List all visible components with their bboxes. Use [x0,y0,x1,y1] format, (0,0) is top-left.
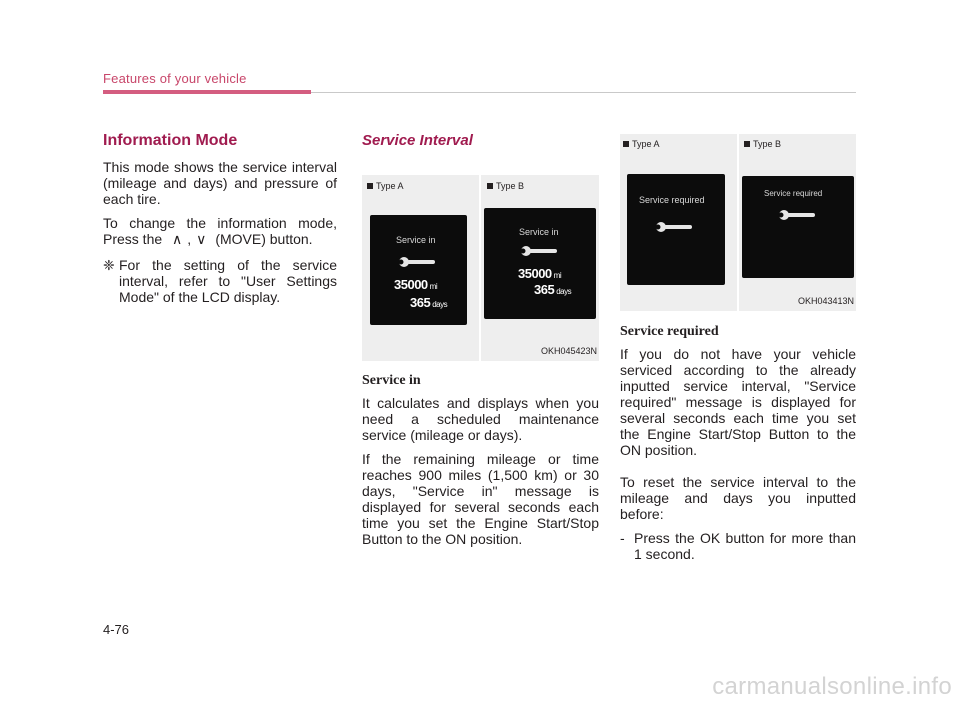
note-icon: ❈ [103,257,115,273]
wrench-icon [520,244,560,258]
figure-type-b-label: Type B [744,136,781,152]
service-required-paragraph-2: To reset the service interval to the mileage and days you inputted before: [620,474,856,522]
square-bullet-icon [367,183,373,189]
wrench-icon [398,255,438,269]
square-bullet-icon [623,141,629,147]
watermark-text: carmanualsonline.info [712,673,952,700]
header-accent-bar [103,90,311,94]
square-bullet-icon [744,141,750,147]
display-screen-type-b [484,208,596,319]
days-readout: 365 days [410,295,448,310]
service-in-figure [362,175,599,361]
figure-code: OKH045423N [540,346,597,356]
service-interval-heading: Service Interval [362,132,473,149]
figure-type-b-label: Type B [487,178,524,194]
move-button-text: (MOVE) button. [215,231,313,247]
mileage-readout: 35000 mi [518,266,562,281]
screen-title-text: Service required [639,195,705,205]
note-text: For the setting of the service interval, refer to "User Settings Mode" of the LCD display. [119,257,337,305]
days-readout: 365 days [534,282,572,297]
display-screen-type-a [370,215,467,325]
figure-divider [737,134,739,311]
service-required-figure [620,134,856,311]
page-number: 4-76 [103,622,130,637]
service-required-heading: Service required [620,324,719,339]
screen-title-text: Service required [764,189,823,198]
service-required-paragraph-1: If you do not have your vehicle serviced according to the already inputted service interval, "Service required" message is displayed for several seconds each time you set the Engine Start/Stop Button to the ON position. [620,346,856,458]
dash-bullet: - [620,530,625,546]
service-in-heading: Service in [362,373,421,388]
up-arrow-icon: ∧ [172,231,183,247]
wrench-icon [778,208,818,222]
figure-type-a-label: Type A [623,136,660,152]
service-in-paragraph-1: It calculates and displays when you need a scheduled maintenance service (mileage or days). [362,395,599,443]
wrench-icon [655,220,695,234]
screen-title-text: Service in [396,235,436,245]
header-rule [311,92,856,93]
reset-step-item [620,530,856,562]
column-service-required [620,134,856,570]
service-in-paragraph-2: If the remaining mileage or time reaches 900 miles (1,500 km) or 30 days, "Service in" message is displayed for several seconds each time you set the Engine Start/Stop Button to the ON position. [362,451,599,547]
reset-step-text: Press the OK button for more than 1 second. [634,530,856,562]
symbol-comma: , [187,231,192,247]
information-mode-heading: Information Mode [103,132,238,149]
change-mode-paragraph [103,215,337,247]
display-screen-type-b [742,176,854,278]
service-setting-note [103,257,337,305]
mileage-readout: 35000 mi [394,277,438,292]
information-mode-paragraph: This mode shows the service interval (mileage and days) and pressure of each tire. [103,159,337,207]
column-information-mode [103,132,337,313]
figure-type-a-label: Type A [367,178,404,194]
screen-title-text: Service in [519,227,559,237]
figure-divider [479,175,481,361]
column-service-interval [362,132,599,555]
figure-code: OKH043413N [797,296,854,306]
section-header-title: Features of your vehicle [103,71,247,86]
down-arrow-icon: ∨ [196,231,207,247]
square-bullet-icon [487,183,493,189]
change-mode-text: To change the information mode, Press the [103,215,337,247]
display-screen-type-a [627,174,725,285]
